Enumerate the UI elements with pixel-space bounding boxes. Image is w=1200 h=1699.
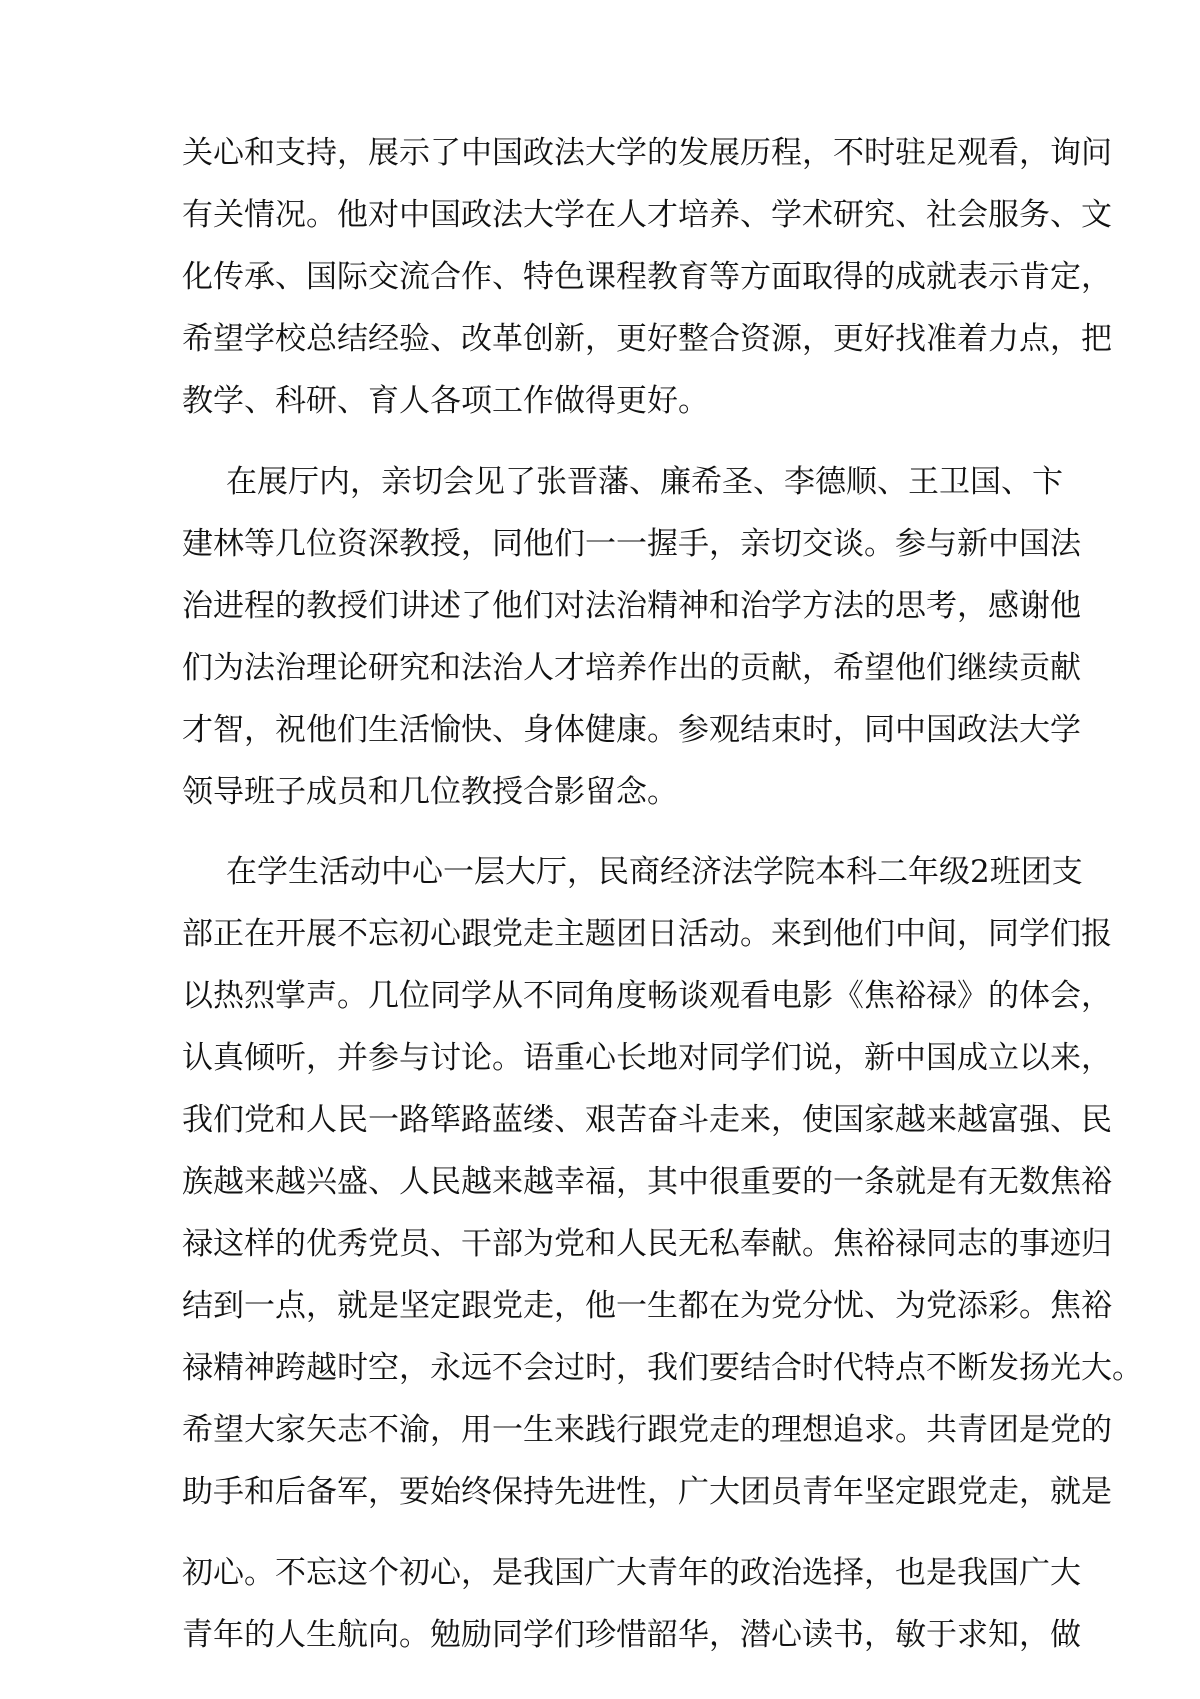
text-line: 青年的人生航向。勉励同学们珍惜韶华，潜心读书，敏于求知，做 bbox=[182, 1617, 1081, 1653]
text-line: 以热烈掌声。几位同学从不同角度畅谈观看电影《焦裕禄》的体会， bbox=[182, 978, 1112, 1014]
text-line: 我们党和人民一路筚路蓝缕、艰苦奋斗走来，使国家越来越富强、民 bbox=[182, 1102, 1112, 1138]
text-line: 助手和后备军，要始终保持先进性，广大团员青年坚定跟党走，就是 bbox=[182, 1474, 1112, 1510]
text-line: 认真倾听，并参与讨论。语重心长地对同学们说，新中国成立以来， bbox=[182, 1040, 1112, 1076]
text-line: 禄这样的优秀党员、干部为党和人民无私奉献。焦裕禄同志的事迹归 bbox=[182, 1226, 1112, 1262]
text-line: 有关情况。他对中国政法大学在人才培养、学术研究、社会服务、文 bbox=[182, 197, 1112, 233]
text-line: 建林等几位资深教授，同他们一一握手，亲切交谈。参与新中国法 bbox=[182, 526, 1081, 562]
text-line: 禄精神跨越时空，永远不会过时，我们要结合时代特点不断发扬光大。 bbox=[182, 1350, 1143, 1386]
text-line: 结到一点，就是坚定跟党走，他一生都在为党分忧、为党添彩。焦裕 bbox=[182, 1288, 1112, 1324]
text-line: 希望大家矢志不渝，用一生来践行跟党走的理想追求。共青团是党的 bbox=[182, 1412, 1112, 1448]
text-line: 化传承、国际交流合作、特色课程教育等方面取得的成就表示肯定， bbox=[182, 259, 1112, 295]
text-line: 教学、科研、育人各项工作做得更好。 bbox=[182, 383, 709, 419]
text-line: 治进程的教授们讲述了他们对法治精神和治学方法的思考，感谢他 bbox=[182, 588, 1081, 624]
text-line: 初心。不忘这个初心，是我国广大青年的政治选择，也是我国广大 bbox=[182, 1555, 1081, 1591]
text-line: 希望学校总结经验、改革创新，更好整合资源，更好找准着力点，把 bbox=[182, 321, 1112, 357]
text-line: 才智，祝他们生活愉快、身体健康。参观结束时，同中国政法大学 bbox=[182, 712, 1081, 748]
text-line: 关心和支持，展示了中国政法大学的发展历程，不时驻足观看，询问 bbox=[182, 135, 1112, 171]
text-line: 领导班子成员和几位教授合影留念。 bbox=[182, 774, 678, 810]
text-line: 族越来越兴盛、人民越来越幸福，其中很重要的一条就是有无数焦裕 bbox=[182, 1164, 1112, 1200]
text-line: 们为法治理论研究和法治人才培养作出的贡献，希望他们继续贡献 bbox=[182, 650, 1081, 686]
paragraph-first-line: 在展厅内，亲切会见了张晋藩、廉希圣、李德顺、王卫国、卞 bbox=[226, 464, 1063, 500]
text-line: 部正在开展不忘初心跟党走主题团日活动。来到他们中间，同学们报 bbox=[182, 916, 1112, 952]
paragraph-first-line: 在学生活动中心一层大厅，民商经济法学院本科二年级2班团支 bbox=[226, 854, 1083, 890]
